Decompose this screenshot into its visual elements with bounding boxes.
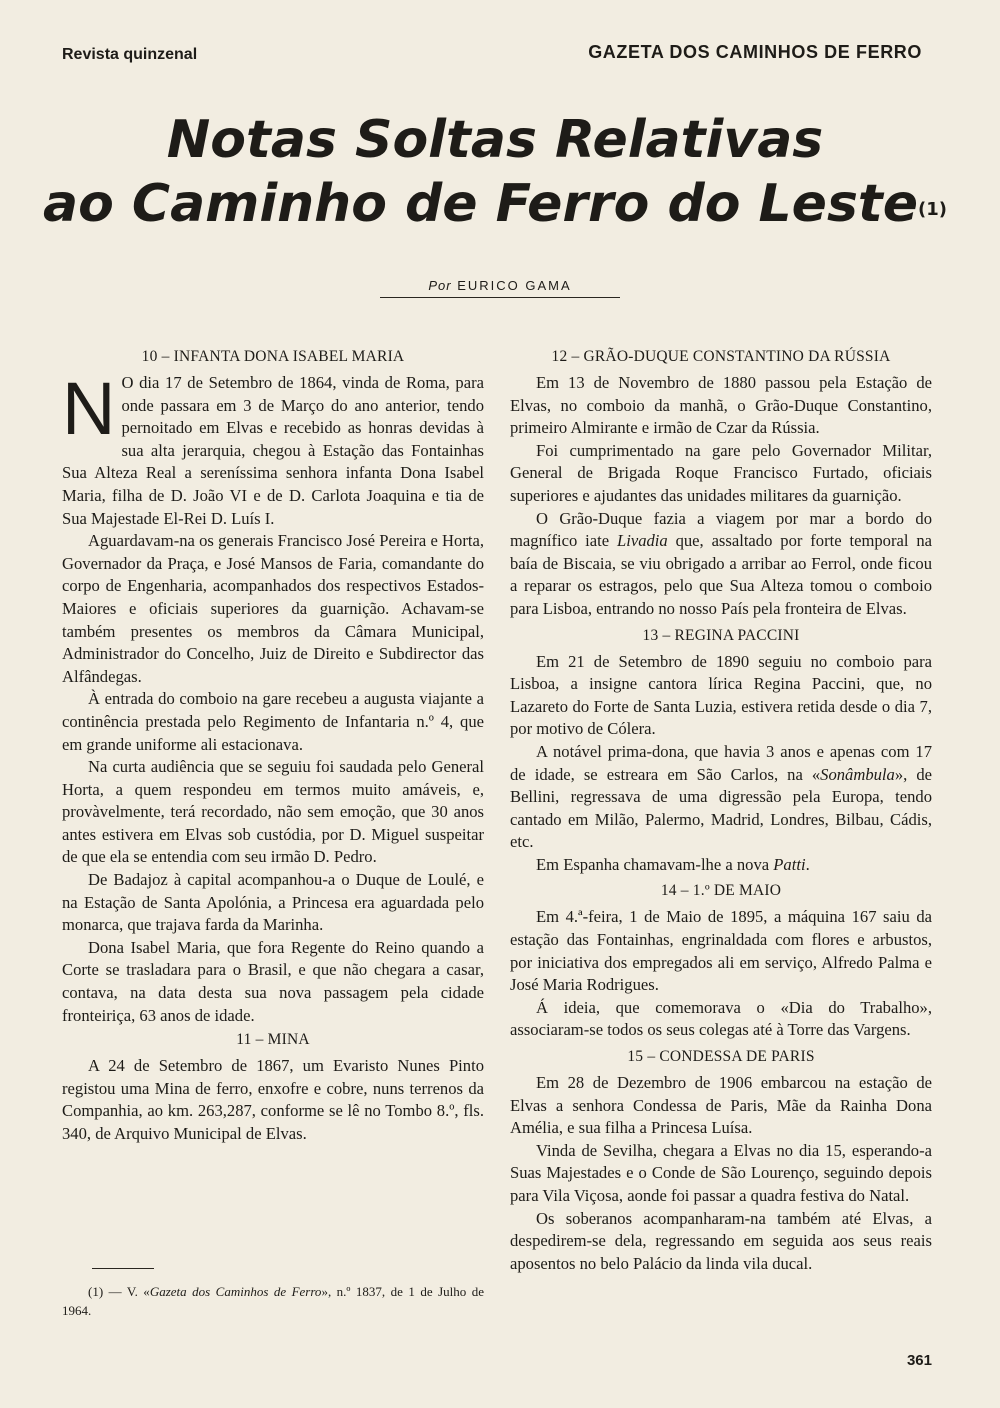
- section-13-paragraph: A notável prima-dona, que havia 3 anos e apenas com 17 de idade, se estreara em São Carlos, na «Sonâmbula», de Bellini, regressava de uma digressão pela Europa, tendo cantado em Milão, Palermo, Madrid, Londres, Bilbau, Cádis, etc.: [510, 741, 932, 852]
- section-10-paragraph: Na curta audiência que se seguiu foi saudada pelo General Horta, a quem respondeu em termos muito amáveis, e, provàvelmente, terá recordado, não sem emoção, que 30 anos antes estivera em Elvas sob custódia, por D. Miguel suspeitar de que ela se entendia com seu irmão D. Pedro.: [62, 757, 484, 867]
- section-10-paragraph: Aguardavam-na os generais Francisco José Pereira e Horta, Governador da Praça, e José Mansos de Faria, comandante do corpo de Engenharia, acompanhados dos respectivos Estados-Maiores e oficiais superiores da guarnição. Achavam-se também presentes os membros da Câmara Municipal, Administrador do Concelho, Juiz de Direito e Subdirector das Alfândegas.: [62, 531, 484, 686]
- section-15-heading: 15 – CONDESSA DE PARIS: [627, 1048, 815, 1066]
- right-column: [510, 346, 932, 1275]
- left-column: [62, 346, 484, 1146]
- byline-author: EURICO GAMA: [457, 278, 572, 293]
- section-13-heading: 13 – REGINA PACCINI: [642, 626, 800, 644]
- section-10-paragraph: À entrada do comboio na gare recebeu a augusta viajante a continência prestada pelo Regimento de Infantaria n.º 4, que em grande uniforme ali estacionava.: [62, 689, 484, 754]
- section-11-paragraph: A 24 de Setembro de 1867, um Evaristo Nunes Pinto registou uma Mina de ferro, enxofre e cobre, nuns terrenos da Companhia, ao km. 263,287, conforme se lê no Tombo 8.º, fls. 340, de Arquivo Municipal de Elvas.: [62, 1056, 484, 1143]
- section-15-paragraph: Em 28 de Dezembro de 1906 embarcou na estação de Elvas a senhora Condessa de Paris, Mãe da Rainha Dona Amélia, e sua filha a Princesa Luísa.: [510, 1073, 932, 1138]
- section-12-paragraph: Em 13 de Novembro de 1880 passou pela Estação de Elvas, no comboio da manhã, o Grão-Duque Constantino, primeiro Almirante e irmão de Czar da Rússia.: [510, 373, 932, 438]
- title-footnote-marker: (1): [918, 199, 948, 220]
- section-15-paragraph: Os soberanos acompanharam-na também até Elvas, a despedirem-se dela, regressando em seguida aos seus reais aposentos no belo Palácio da linda vila ducal.: [510, 1208, 932, 1273]
- section-12-paragraph: Foi cumprimentado na gare pelo Governador Militar, General de Brigada Roque Francisco Furtado, oficiais superiores e ajudantes das unidades militares da guarnição.: [510, 440, 932, 505]
- footnote: (1) — V. «Gazeta dos Caminhos de Ferro», n.º 1837, de 1 de Julho de 1964.: [62, 1284, 484, 1318]
- section-10-paragraph: De Badajoz à capital acompanhou-a o Duque de Loulé, e na Estação de Santa Apolónia, a Princesa era aguardada pelo monarca, que trajava farda da Marinha.: [62, 870, 484, 935]
- section-14-paragraph: Em 4.ª-feira, 1 de Maio de 1895, a máquina 167 saiu da estação das Fontainhas, engrinaldada com flores e arbustos, por iniciativa dos empregados ali em serviço, Alfredo Palma e José Maria Rodrigues.: [510, 907, 932, 995]
- header-magazine-title: GAZETA DOS CAMINHOS DE FERRO: [588, 42, 922, 62]
- section-11-heading: 11 – MINA: [236, 1031, 310, 1049]
- page-number: 361: [906, 1352, 932, 1369]
- byline-por: Por: [428, 278, 452, 293]
- section-15-paragraph: Vinda de Sevilha, chegara a Elvas no dia 15, esperando-a Suas Majestades e o Conde de São Lourenço, seguindo depois para Vila Viçosa, aonde foi passar a quadra festiva do Natal.: [510, 1140, 932, 1205]
- section-10-paragraph: N O dia 17 de Setembro de 1864, vinda de Roma, para onde passara em 3 de Março do ano anterior, tendo pernoitado em Elvas e recebido as honras devidas à sua alta jerarquia, chegou à Estação das Fontainhas Sua Alteza Real a sereníssima senhora infanta Dona Isabel Maria, filha de D. João VI e de D. Carlota Joaquina e tia de Sua Majestade El-Rei D. Luís I.: [62, 367, 484, 528]
- section-14-paragraph: Á ideia, que comemorava o «Dia do Trabalho», associaram-se todos os seus colegas até à Torre das Vargens.: [510, 997, 932, 1040]
- article-title-line-1: Notas Soltas Relativas: [166, 110, 824, 170]
- section-12-heading: 12 – GRÃO-DUQUE CONSTANTINO DA RÚSSIA: [551, 348, 891, 365]
- header-publication-type: Revista quinzenal: [62, 46, 198, 63]
- footnote-divider: [92, 1268, 154, 1269]
- article-title-line-2: ao Caminho de Ferro do Leste$^{(1)}$: [42, 174, 948, 234]
- section-10-paragraph: Dona Isabel Maria, que fora Regente do Reino quando a Corte se trasladara para o Brasil, e que não chegara a casar, contava, na data desta sua nova passagem pela cidade fronteiriça, 63 anos de idade.: [62, 937, 484, 1025]
- section-13-paragraph: Em Espanha chamavam-lhe a nova Patti.: [536, 854, 810, 874]
- drop-cap: N: [62, 367, 116, 450]
- section-13-paragraph: Em 21 de Setembro de 1890 seguiu no comboio para Lisboa, a insigne cantora lírica Regina Paccini, que, no Lazareto do Forte de Santa Luzia, estivera retida desde o dia 7, por motivo de Cólera.: [510, 651, 932, 739]
- section-14-heading: 14 – 1.º DE MAIO: [660, 882, 782, 900]
- section-10-heading: 10 – INFANTA DONA ISABEL MARIA: [141, 348, 405, 365]
- byline: [380, 278, 620, 298]
- section-12-paragraph: O Grão-Duque fazia a viagem por mar a bordo do magnífico iate Livadia que, assaltado por forte temporal na baía de Biscaia, se viu obrigado a arribar ao Ferrol, onde ficou a reparar os estragos, pelo que Sua Alteza tomou o comboio para Lisboa, entrando no nosso País pela fronteira de Elvas.: [510, 508, 932, 618]
